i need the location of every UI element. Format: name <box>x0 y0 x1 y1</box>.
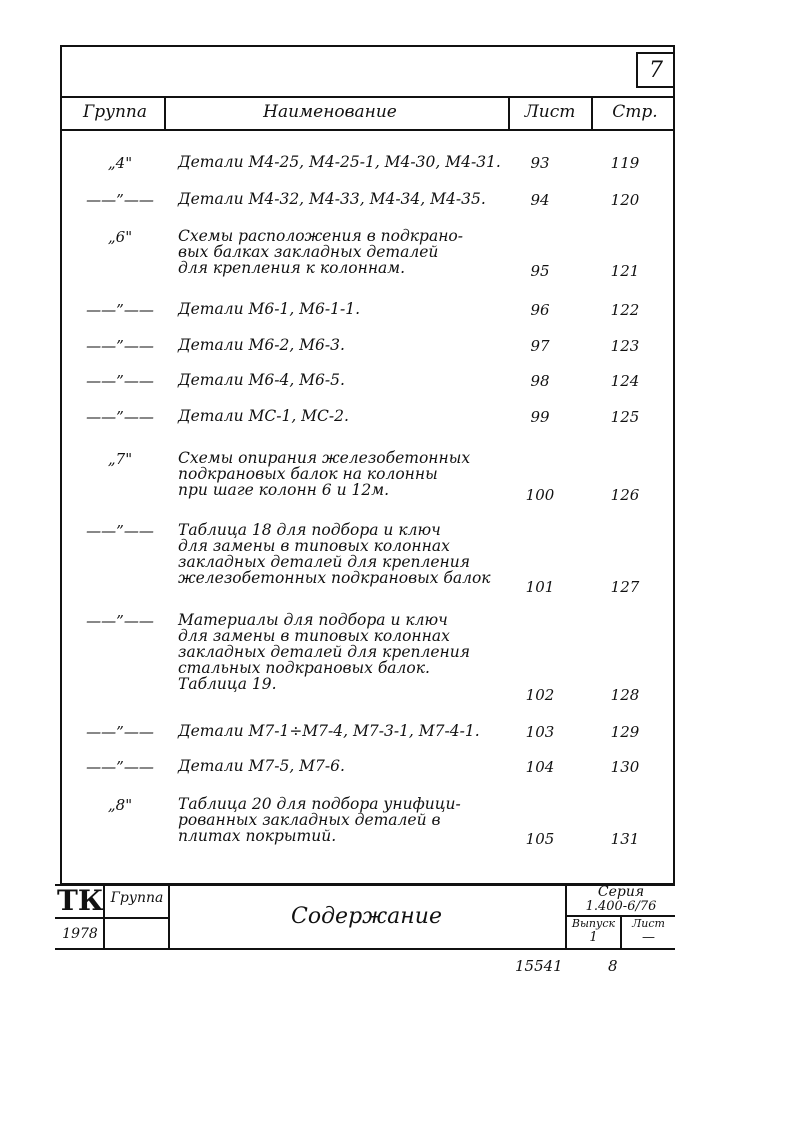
row-sheet: 103 <box>525 723 555 741</box>
tb-bottom-line <box>55 948 675 950</box>
footer-page: 8 <box>608 957 618 975</box>
row-sheet: 99 <box>530 408 550 426</box>
row-sheet: 97 <box>530 337 550 355</box>
header-divider-3 <box>591 96 593 130</box>
header-page: Стр. <box>612 102 658 122</box>
row-sheet: 102 <box>525 686 555 704</box>
row-sheet: 104 <box>525 758 555 776</box>
header-name: Наименование <box>263 102 397 122</box>
series-value: 1.400-6/76 <box>585 899 657 914</box>
row-group: ——”—— <box>86 372 154 390</box>
sheet-value: — <box>642 930 655 945</box>
header-bottom-line <box>60 129 675 131</box>
row-group: „4" <box>107 154 133 172</box>
row-page: 128 <box>610 686 640 704</box>
header-divider-2 <box>508 96 510 130</box>
row-page: 124 <box>610 372 640 390</box>
org-logo: ТК <box>57 884 104 917</box>
row-group: ——”—— <box>86 301 154 319</box>
row-name: Детали МС-1, МС-2. <box>178 407 349 425</box>
row-name: Таблица 18 для подбора и ключ для замены в типовых колоннах закладных деталей для крепления железобетонных подкрановых балок <box>178 521 491 587</box>
row-page: 130 <box>610 758 640 776</box>
row-sheet: 93 <box>530 154 550 172</box>
row-name: Детали М6-2, М6-3. <box>178 336 345 354</box>
row-name: Детали М7-1÷М7-4, М7-3-1, М7-4-1. <box>178 722 480 740</box>
row-sheet: 96 <box>530 301 550 319</box>
row-group: ——”—— <box>86 408 154 426</box>
row-sheet: 95 <box>530 262 550 280</box>
tb-group-label: Группа <box>110 890 164 906</box>
footer-number: 15541 <box>515 957 563 975</box>
row-page: 125 <box>610 408 640 426</box>
row-name: Таблица 20 для подбора унифици- рованных закладных деталей в плитах покрытий. <box>178 795 461 845</box>
row-sheet: 94 <box>530 191 550 209</box>
row-group: ——”—— <box>86 758 154 776</box>
header-top-line <box>60 96 675 98</box>
document-title: Содержание <box>291 904 442 929</box>
row-group: „6" <box>107 228 133 246</box>
row-page: 120 <box>610 191 640 209</box>
tb-divider-1 <box>103 884 105 950</box>
row-sheet: 98 <box>530 372 550 390</box>
row-page: 123 <box>610 337 640 355</box>
row-page: 126 <box>610 486 640 504</box>
row-page: 131 <box>610 830 640 848</box>
row-name: Детали М4-25, М4-25-1, М4-30, М4-31. <box>178 153 501 171</box>
row-group: „8" <box>107 796 133 814</box>
issue-label: Выпуск <box>571 917 616 930</box>
row-name: Детали М4-32, М4-33, М4-34, М4-35. <box>178 190 486 208</box>
row-name: Детали М6-1, М6-1-1. <box>178 300 361 318</box>
row-group: ——”—— <box>86 723 154 741</box>
row-page: 119 <box>610 154 640 172</box>
issue-value: 1 <box>589 930 598 945</box>
row-sheet: 100 <box>525 486 555 504</box>
row-name: Схемы расположения в подкрано- вых балках закладных деталей для крепления к колоннам. <box>178 227 463 277</box>
row-page: 121 <box>610 262 640 280</box>
row-name: Схемы опирания железобетонных подкрановых балок на колонны при шаге колонн 6 и 12м. <box>178 449 471 499</box>
sheet-label: Лист <box>632 917 665 930</box>
row-group: „7" <box>107 450 133 468</box>
header-divider-1 <box>164 96 166 130</box>
row-name: Материалы для подбора и ключ для замены в типовых колоннах закладных деталей для крепления стальных подкрановых балок. Таблица 19. <box>178 611 470 693</box>
series-label: Серия <box>597 884 645 900</box>
row-page: 129 <box>610 723 640 741</box>
row-group: ——”—— <box>86 612 154 630</box>
row-name: Детали М7-5, М7-6. <box>178 757 345 775</box>
row-sheet: 101 <box>525 578 555 596</box>
row-name: Детали М6-4, М6-5. <box>178 371 345 389</box>
row-page: 127 <box>610 578 640 596</box>
header-sheet: Лист <box>524 102 576 122</box>
row-group: ——”—— <box>86 522 154 540</box>
row-group: ——”—— <box>86 191 154 209</box>
row-sheet: 105 <box>525 830 555 848</box>
row-page: 122 <box>610 301 640 319</box>
title-block <box>55 884 675 950</box>
header-group: Группа <box>82 102 148 122</box>
row-group: ——”—— <box>86 337 154 355</box>
page-number-box: 7 <box>636 52 674 88</box>
tb-year: 1978 <box>62 926 98 942</box>
